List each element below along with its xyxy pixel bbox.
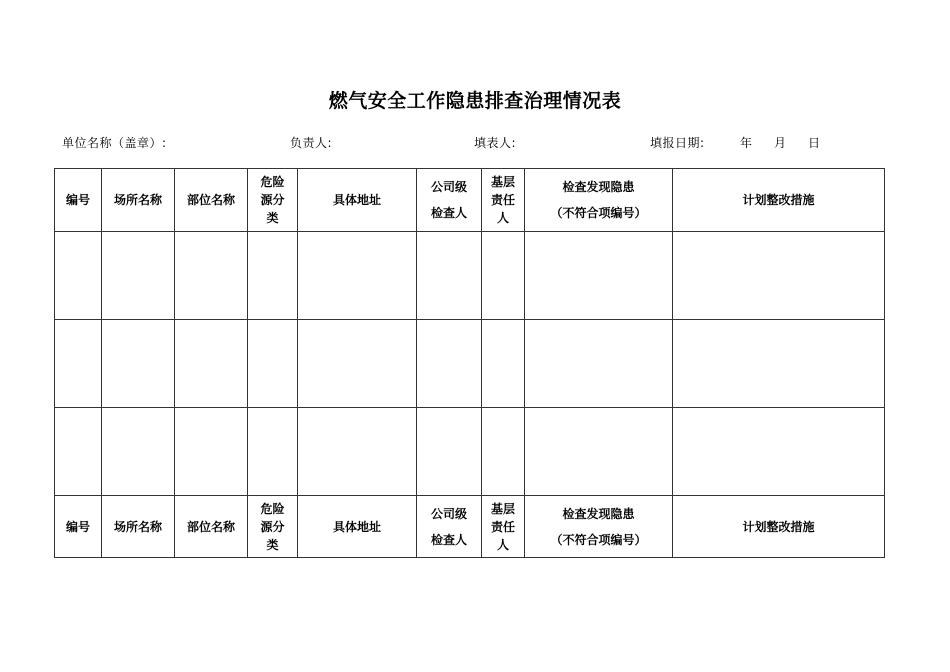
col-part-name: 部位名称 (175, 496, 248, 558)
table-cell[interactable] (102, 320, 175, 408)
table-row (55, 320, 885, 408)
table-cell[interactable] (248, 232, 298, 320)
table-header-row (55, 169, 885, 232)
table-header-row-repeat (55, 496, 885, 558)
col-site-name: 场所名称 (102, 496, 175, 558)
col-number: 编号 (55, 169, 102, 232)
table-cell[interactable] (482, 408, 525, 496)
col-address: 具体地址 (298, 496, 417, 558)
unit-name-label: 单位名称（盖章）: (62, 136, 167, 150)
table-cell[interactable] (482, 320, 525, 408)
table-row (55, 408, 885, 496)
date-month: 月 (774, 136, 787, 150)
table-cell[interactable] (673, 232, 885, 320)
table-cell[interactable] (298, 320, 417, 408)
report-date-label: 填报日期: (650, 136, 705, 150)
table-cell[interactable] (55, 408, 102, 496)
col-hazard-source: 危险 源分 类 (248, 496, 298, 558)
owner-label: 负责人: (290, 136, 333, 150)
date-day: 日 (808, 136, 821, 150)
table-cell[interactable] (417, 320, 482, 408)
table-cell[interactable] (417, 232, 482, 320)
table-cell[interactable] (102, 408, 175, 496)
table-cell[interactable] (102, 232, 175, 320)
table-cell[interactable] (525, 232, 673, 320)
table-cell[interactable] (248, 320, 298, 408)
hazard-table (54, 168, 885, 558)
table-cell[interactable] (175, 408, 248, 496)
table-cell[interactable] (673, 408, 885, 496)
date-year: 年 (740, 136, 753, 150)
col-address: 具体地址 (298, 169, 417, 232)
col-company-inspector: 公司级 检查人 (417, 169, 482, 232)
col-number: 编号 (55, 496, 102, 558)
filler-label: 填表人: (474, 136, 517, 150)
col-found-hazards: 检查发现隐患 （不符合项编号） (525, 169, 673, 232)
table-cell[interactable] (248, 408, 298, 496)
col-hazard-source: 危险 源分 类 (248, 169, 298, 232)
table-cell[interactable] (55, 320, 102, 408)
table-cell[interactable] (525, 320, 673, 408)
form-title: 燃气安全工作隐患排查治理情况表 (328, 90, 622, 112)
col-part-name: 部位名称 (175, 169, 248, 232)
table-cell[interactable] (175, 232, 248, 320)
table-cell[interactable] (482, 232, 525, 320)
table-cell[interactable] (673, 320, 885, 408)
table-cell[interactable] (55, 232, 102, 320)
table-row (55, 232, 885, 320)
table-cell[interactable] (525, 408, 673, 496)
table-cell[interactable] (417, 408, 482, 496)
table-cell[interactable] (298, 408, 417, 496)
col-found-hazards: 检查发现隐患 （不符合项编号） (525, 496, 673, 558)
col-rectification-plan: 计划整改措施 (673, 496, 885, 558)
table-cell[interactable] (175, 320, 248, 408)
col-base-responsible: 基层 责任 人 (482, 169, 525, 232)
col-company-inspector: 公司级 检查人 (417, 496, 482, 558)
table-cell[interactable] (298, 232, 417, 320)
col-site-name: 场所名称 (102, 169, 175, 232)
col-rectification-plan: 计划整改措施 (673, 169, 885, 232)
col-base-responsible: 基层 责任 人 (482, 496, 525, 558)
